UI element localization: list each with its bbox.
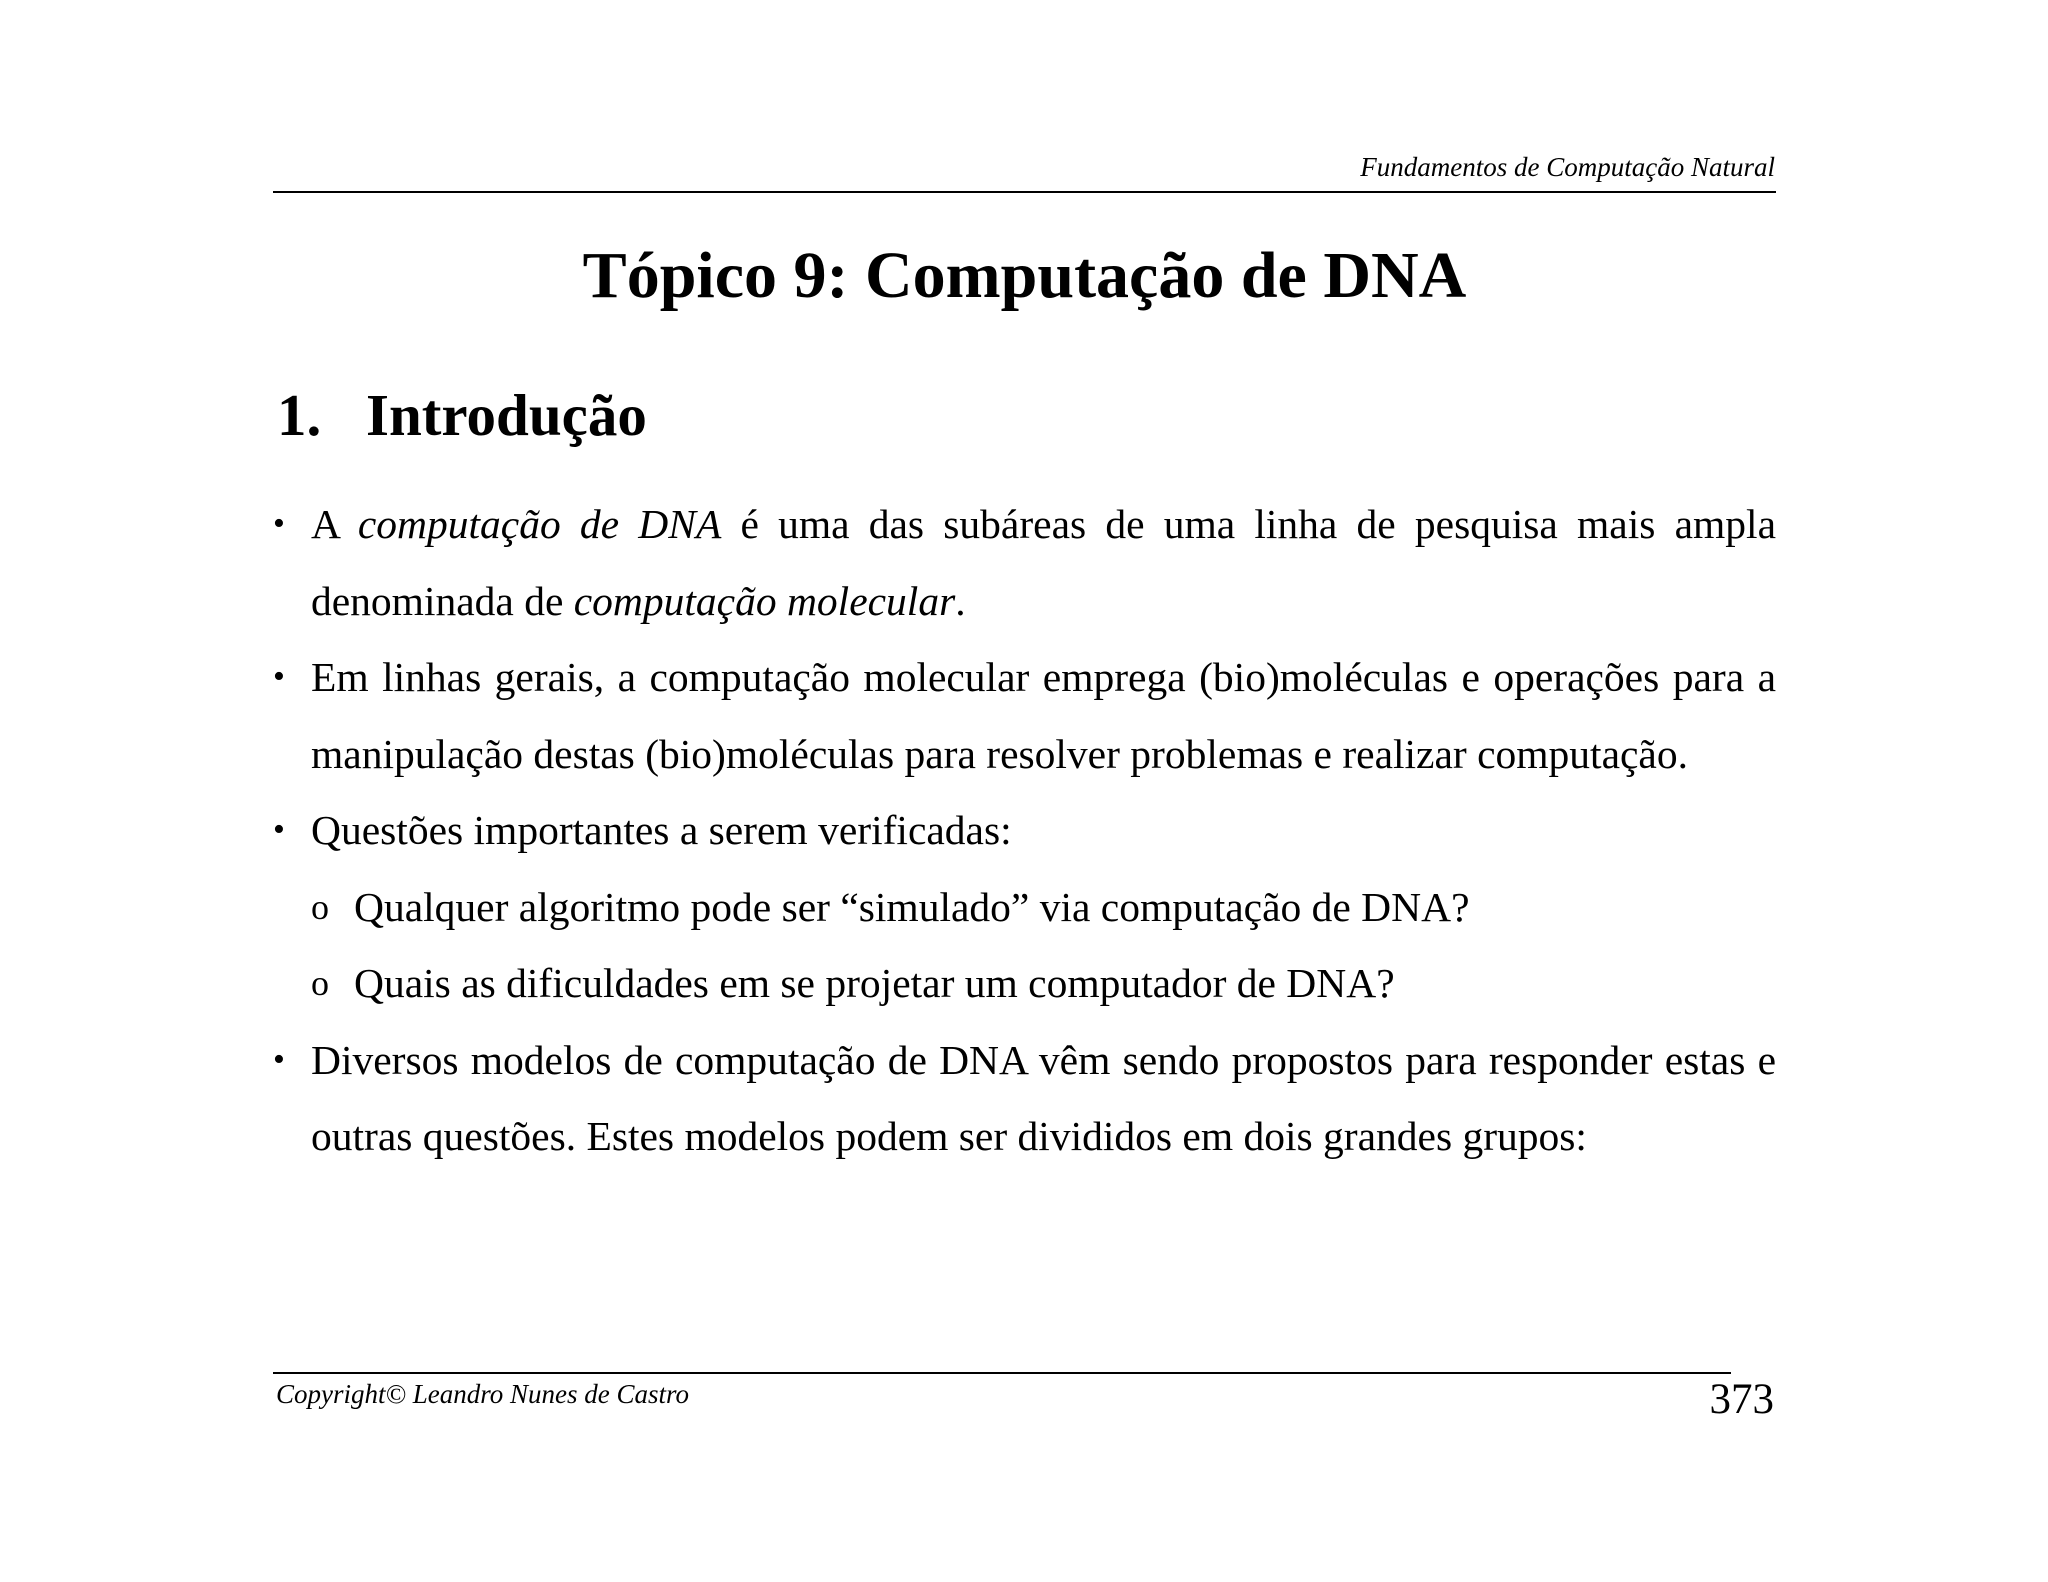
italic-term: computação de DNA bbox=[357, 501, 722, 547]
sub-bullet-item bbox=[273, 869, 1776, 946]
bullet-text: Diversos modelos de computação de DNA vêm sendo propostos para responder estas e outras questões. Estes modelos podem ser divididos em dois grandes grupos: bbox=[311, 1036, 1776, 1159]
bullet-icon: • bbox=[273, 658, 285, 695]
running-header: Fundamentos de Computação Natural bbox=[1360, 152, 1775, 182]
bullet-text: é uma das subáreas de uma linha de pesquisa mais ampla denominada de bbox=[311, 501, 1776, 624]
circle-bullet-icon: o bbox=[311, 963, 329, 1003]
body-content bbox=[273, 486, 1776, 1175]
section-heading bbox=[277, 382, 647, 448]
copyright-notice: Copyright© Leandro Nunes de Castro bbox=[276, 1379, 690, 1409]
italic-term: computação molecular bbox=[573, 577, 956, 624]
section-number: 1. bbox=[277, 382, 322, 448]
bullet-icon: • bbox=[273, 1040, 285, 1078]
sub-bullet-text: Qualquer algoritmo pode ser “simulado” via computação de DNA? bbox=[354, 883, 1470, 930]
bullet-item bbox=[273, 792, 1776, 869]
bullet-text: A bbox=[311, 501, 358, 547]
bullet-text: Questões importantes a serem verificadas: bbox=[311, 807, 1012, 853]
bullet-icon: • bbox=[273, 505, 285, 542]
bullet-text: Em linhas gerais, a computação molecular emprega (bio)moléculas e operações para a manipulação destas (bio)moléculas para resolver problemas e realizar computação. bbox=[311, 654, 1776, 777]
header-divider bbox=[273, 191, 1776, 193]
bullet-item bbox=[273, 1022, 1776, 1175]
section-title: Introdução bbox=[366, 382, 647, 448]
bullet-icon: • bbox=[273, 811, 285, 848]
bullet-item bbox=[273, 486, 1776, 639]
page-title: Tópico 9: Computação de DNA bbox=[582, 239, 1467, 312]
sub-bullet-text: Quais as dificuldades em se projetar um computador de DNA? bbox=[354, 960, 1395, 1006]
footer-divider bbox=[273, 1372, 1731, 1374]
sub-bullet-item bbox=[273, 945, 1776, 1022]
page-number: 373 bbox=[1709, 1376, 1774, 1423]
bullet-item bbox=[273, 639, 1776, 792]
circle-bullet-icon: o bbox=[311, 886, 329, 927]
bullet-text: . bbox=[955, 577, 966, 624]
